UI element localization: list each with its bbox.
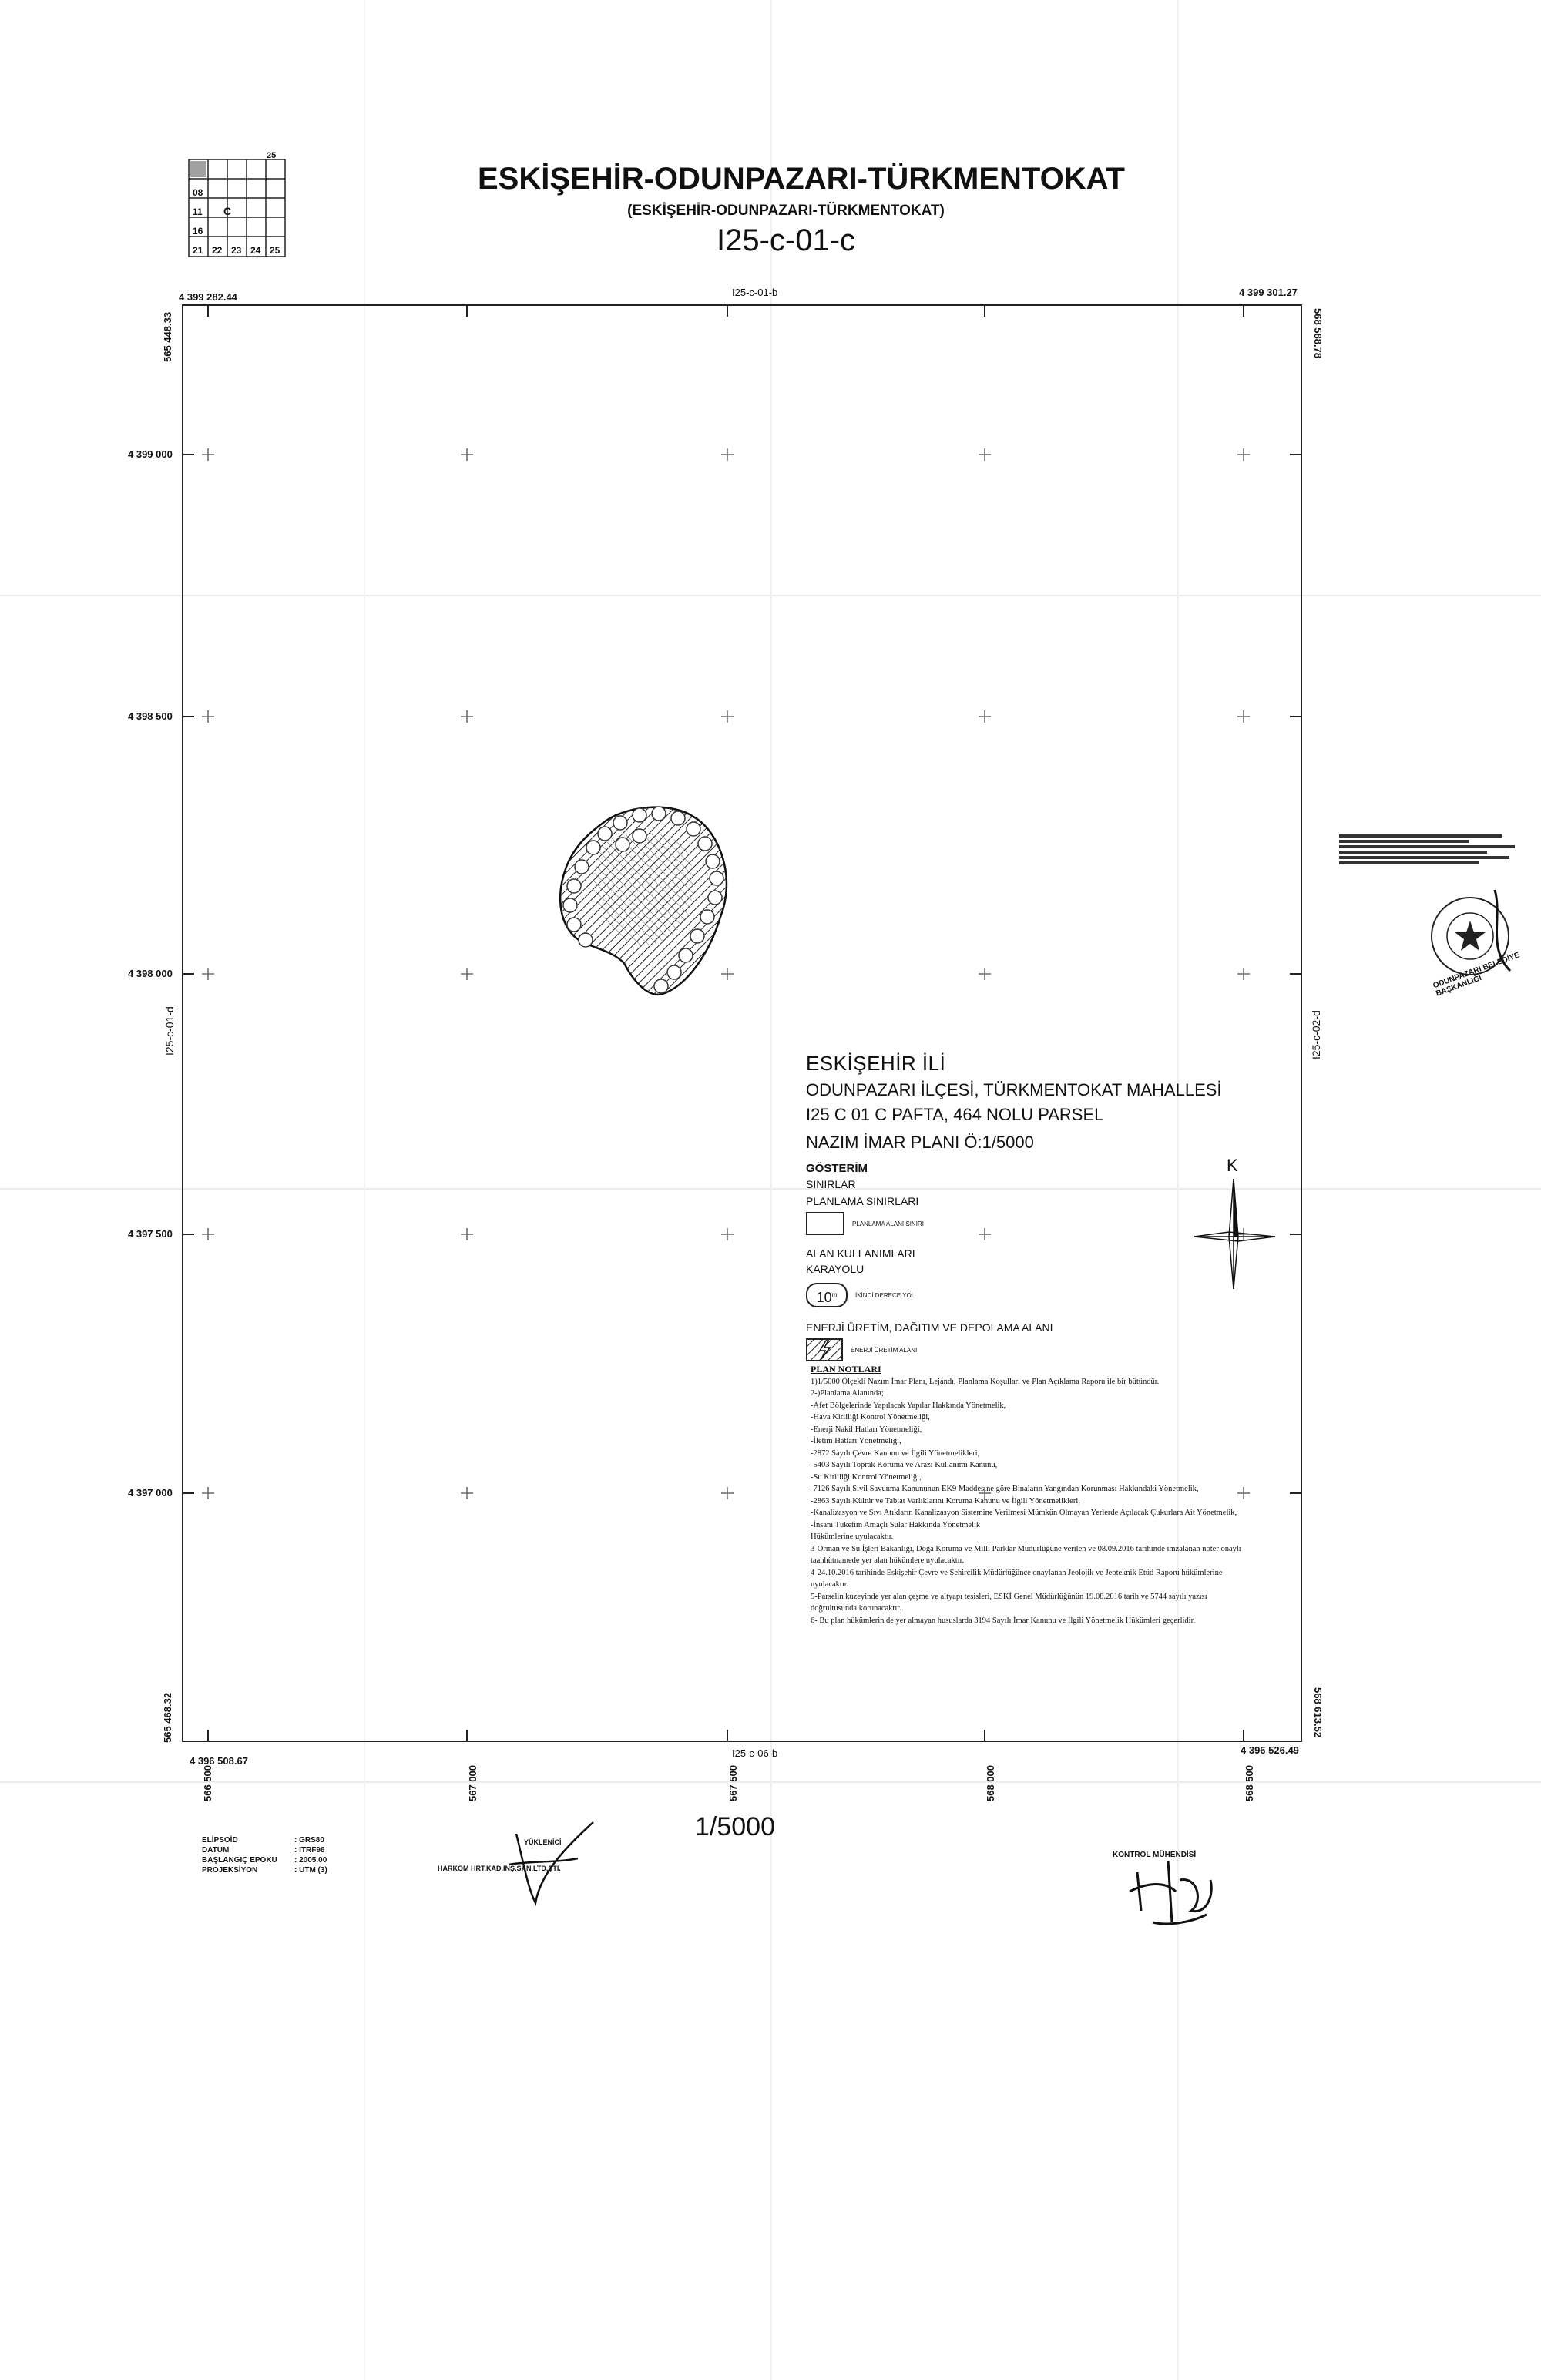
index-cell-c: C xyxy=(223,205,232,217)
north-arrow-icon xyxy=(1190,1175,1283,1294)
plan-note-line: 1)1/5000 Ölçekli Nazım İmar Planı, Lejandı, Planlama Koşulları ve Plan Açıklama Raporu ile bir bütündür. xyxy=(811,1377,1160,1386)
plan-note-line: -Enerji Nakil Hatları Yönetmeliği, xyxy=(811,1425,922,1434)
plan-note-line: -7126 Sayılı Sivil Savunma Kanununun EK9 Maddesine göre Binaların Yangından Korunması Hakkındaki Yönetmelik, xyxy=(811,1485,1199,1493)
parcel-464 xyxy=(560,807,727,995)
tree-symbol xyxy=(616,838,629,851)
tree-symbol xyxy=(698,837,712,851)
legend-parcel: I25 C 01 C PAFTA, 464 NOLU PARSEL xyxy=(806,1105,1104,1124)
plan-note-line: -Su Kirliliği Kontrol Yönetmeliği, xyxy=(811,1472,922,1482)
legend-karayolu: KARAYOLU xyxy=(806,1263,865,1275)
plan-notes xyxy=(811,1364,1242,1626)
adjacent-sheet-east: I25-c-02-d xyxy=(1310,1010,1322,1059)
plan-note-line: -İletim Hatları Yönetmeliği, xyxy=(811,1437,901,1445)
tree-symbol xyxy=(706,854,720,868)
coord-top-left: 4 399 282.44 xyxy=(179,291,237,303)
north-label: K xyxy=(1227,1156,1238,1175)
coord-bottom-left: 4 396 508.67 xyxy=(190,1755,248,1767)
adjacent-sheet-north: I25-c-01-b xyxy=(732,287,778,298)
plan-note-line: -İnsanı Tüketim Amaçlı Sular Hakkında Yönetmelik xyxy=(811,1520,981,1529)
easting-bottom-label: 566 500 xyxy=(202,1765,213,1801)
seal-text: ODUNPAZARI BELEDİYE BAŞKANLIĞI xyxy=(1432,951,1521,999)
planning-boundary-symbol xyxy=(806,1212,844,1235)
index-corner-number: 25 xyxy=(267,151,277,160)
plan-note-line: 3-Orman ve Su İşleri Bakanlığı, Doğa Koruma ve Milli Parklar Müdürlüğüne verilen ve 08.09.2016 tarihinde imzalanan noter onaylı taahhütnamede yer alan hükümlere uyulacaktır. xyxy=(811,1544,1241,1565)
index-cell-16: 16 xyxy=(193,226,203,237)
easting-bottom-label: 567 000 xyxy=(467,1765,478,1801)
legend-sinirlar: SINIRLAR xyxy=(806,1178,856,1190)
tree-symbol xyxy=(598,827,612,841)
control-engineer-signature xyxy=(1122,1849,1222,1934)
legend-enerji-label: ENERJİ ÜRETİM ALANI xyxy=(851,1346,918,1354)
index-cell-11: 11 xyxy=(193,206,203,217)
road-width-symbol xyxy=(806,1283,848,1307)
plan-note-line: -2863 Sayılı Kültür ve Tabiat Varlıklarını Koruma Kanunu ve İlgili Yönetmelikleri, xyxy=(811,1496,1080,1506)
legend-plan-title: NAZIM İMAR PLANI Ö:1/5000 xyxy=(806,1133,1034,1152)
tree-symbol xyxy=(633,829,646,843)
legend-panel xyxy=(806,1052,1237,1361)
plan-note-line: 5-Parselin kuzeyinde yer alan çeşme ve altyapı tesisleri, ESKİ Genel Müdürlüğünün 19.08.2016 tarih ve 5744 sayılı yazısı doğrultusunda korunacaktır. xyxy=(811,1592,1207,1613)
easting-bottom-label: 568 000 xyxy=(985,1765,996,1801)
road-width-unit: m xyxy=(831,1291,838,1298)
easting-left-bottom: 565 468.32 xyxy=(162,1692,173,1743)
plan-note-line: -2872 Sayılı Çevre Kanunu ve İlgili Yönetmelikleri, xyxy=(811,1448,980,1458)
contractor-signature xyxy=(493,1818,601,1911)
northing-label: 4 398 500 xyxy=(128,710,173,722)
coord-bottom-right: 4 396 526.49 xyxy=(1241,1744,1299,1756)
tree-symbol xyxy=(667,965,681,979)
contractor-company: HARKOM HRT.KAD.İNŞ.SAN.LTD.ŞTİ. xyxy=(438,1865,561,1872)
info-key: ELİPSOİD xyxy=(202,1836,238,1845)
legend-district: ODUNPAZARI İLÇESİ, TÜRKMENTOKAT MAHALLESİ xyxy=(806,1080,1222,1099)
index-cell-23: 23 xyxy=(231,245,242,256)
info-key: DATUM xyxy=(202,1846,230,1855)
plan-note-line: Hükümlerine uyulacaktır. xyxy=(811,1532,894,1541)
tree-symbol xyxy=(690,929,704,943)
info-key: PROJEKSİYON xyxy=(202,1866,258,1875)
easting-right-bottom: 568 613.52 xyxy=(1312,1687,1324,1738)
tree-symbol xyxy=(710,871,723,885)
info-val: : 2005.00 xyxy=(294,1856,327,1865)
legend-enerji-title: ENERJİ ÜRETİM, DAĞITIM VE DEPOLAMA ALANI xyxy=(806,1321,1053,1334)
easting-right-top: 568 588.78 xyxy=(1312,308,1324,359)
adjacent-sheet-west: I25-c-01-d xyxy=(163,1006,176,1056)
tree-symbol xyxy=(671,811,685,825)
adjacent-sheet-south: I25-c-06-b xyxy=(732,1747,778,1759)
info-val: : GRS80 xyxy=(294,1836,324,1845)
control-engineer-label: KONTROL MÜHENDİSİ xyxy=(1113,1851,1197,1859)
northing-label: 4 399 000 xyxy=(128,448,173,460)
plan-note-line: 6- Bu plan hükümlerin de yer almayan hususlarda 3194 Sayılı İmar Kanunu ve İlgili Yönetmelik Hükümleri geçerlidir. xyxy=(811,1616,1196,1625)
energy-area-symbol xyxy=(806,1338,843,1361)
legend-ikinci-derece-yol: İKİNCİ DERECE YOL xyxy=(855,1291,915,1299)
tree-symbol xyxy=(567,918,581,932)
tree-symbol xyxy=(575,860,589,874)
approval-text xyxy=(1339,832,1524,867)
tree-symbol xyxy=(586,841,600,854)
plan-note-line: -Hava Kirliliği Kontrol Yönetmeliği, xyxy=(811,1413,930,1422)
info-val: : UTM (3) xyxy=(294,1866,327,1875)
tree-symbol xyxy=(679,948,693,962)
tree-symbol xyxy=(567,879,581,893)
contractor-label: YÜKLENİCİ xyxy=(524,1838,562,1846)
road-width-value: 10 xyxy=(816,1290,832,1305)
plan-note-line: 4-24.10.2016 tarihinde Eskişehir Çevre ve Şehircilik Müdürlüğünce onaylanan Jeolojik ve Jeoteknik Etüd Raporu hükümlerine uyulacaktır. xyxy=(811,1568,1223,1589)
northing-label: 4 397 500 xyxy=(128,1228,173,1240)
northing-label: 4 398 000 xyxy=(128,968,173,979)
sheet-number: I25-c-01-c xyxy=(716,223,856,257)
index-cell-25: 25 xyxy=(270,245,280,256)
legend-province: ESKİŞEHİR İLİ xyxy=(806,1052,946,1075)
index-cell-21: 21 xyxy=(193,245,203,256)
geodetic-info xyxy=(202,1835,327,1875)
tree-symbol xyxy=(708,891,722,905)
info-val: : ITRF96 xyxy=(294,1846,325,1855)
index-cell-08: 08 xyxy=(193,187,203,198)
easting-bottom-label: 568 500 xyxy=(1244,1765,1255,1801)
legend-alan-kullanimlari: ALAN KULLANIMLARI xyxy=(806,1247,915,1260)
plan-notes-title: PLAN NOTLARI xyxy=(811,1364,881,1375)
plan-note-line: 2-)Planlama Alanında; xyxy=(811,1389,884,1398)
tree-symbol xyxy=(652,807,666,821)
plan-note-line: -Afet Bölgelerinde Yapılacak Yapılar Hakkında Yönetmelik, xyxy=(811,1401,1006,1410)
tree-symbol xyxy=(654,979,668,993)
legend-planlama-alani-siniri: PLANLAMA ALANI SINIRI xyxy=(852,1220,924,1227)
tree-symbol xyxy=(633,808,646,822)
info-key: BAŞLANGIÇ EPOKU xyxy=(202,1856,277,1865)
easting-left-top: 565 448.33 xyxy=(162,311,173,362)
plan-note-line: -Kanalizasyon ve Sıvı Atıkların Kanalizasyon Sistemine Verilmesi Mümkün Olmayan Yerlerde Açılacak Çukurlara Ait Yönetmelik, xyxy=(811,1509,1237,1517)
legend-planlama-sinirlari: PLANLAMA SINIRLARI xyxy=(806,1195,919,1207)
map-title: ESKİŞEHİR-ODUNPAZARI-TÜRKMENTOKAT xyxy=(478,162,1125,196)
northing-label: 4 397 000 xyxy=(128,1487,173,1499)
index-cell-22: 22 xyxy=(212,245,223,256)
tree-symbol xyxy=(579,933,593,947)
map-subtitle: (ESKİŞEHİR-ODUNPAZARI-TÜRKMENTOKAT) xyxy=(627,203,945,219)
coord-top-right: 4 399 301.27 xyxy=(1239,287,1298,298)
tree-symbol xyxy=(613,816,627,830)
tree-symbol xyxy=(563,898,577,912)
legend-gosterim: GÖSTERİM xyxy=(806,1162,868,1175)
scale-label: 1/5000 xyxy=(695,1812,775,1841)
plan-note-line: -5403 Sayılı Toprak Koruma ve Arazi Kullanımı Kanunu, xyxy=(811,1461,998,1469)
tree-symbol xyxy=(700,910,714,924)
index-cell-24: 24 xyxy=(250,245,261,256)
easting-bottom-label: 567 500 xyxy=(727,1765,739,1801)
tree-symbol xyxy=(687,822,700,836)
